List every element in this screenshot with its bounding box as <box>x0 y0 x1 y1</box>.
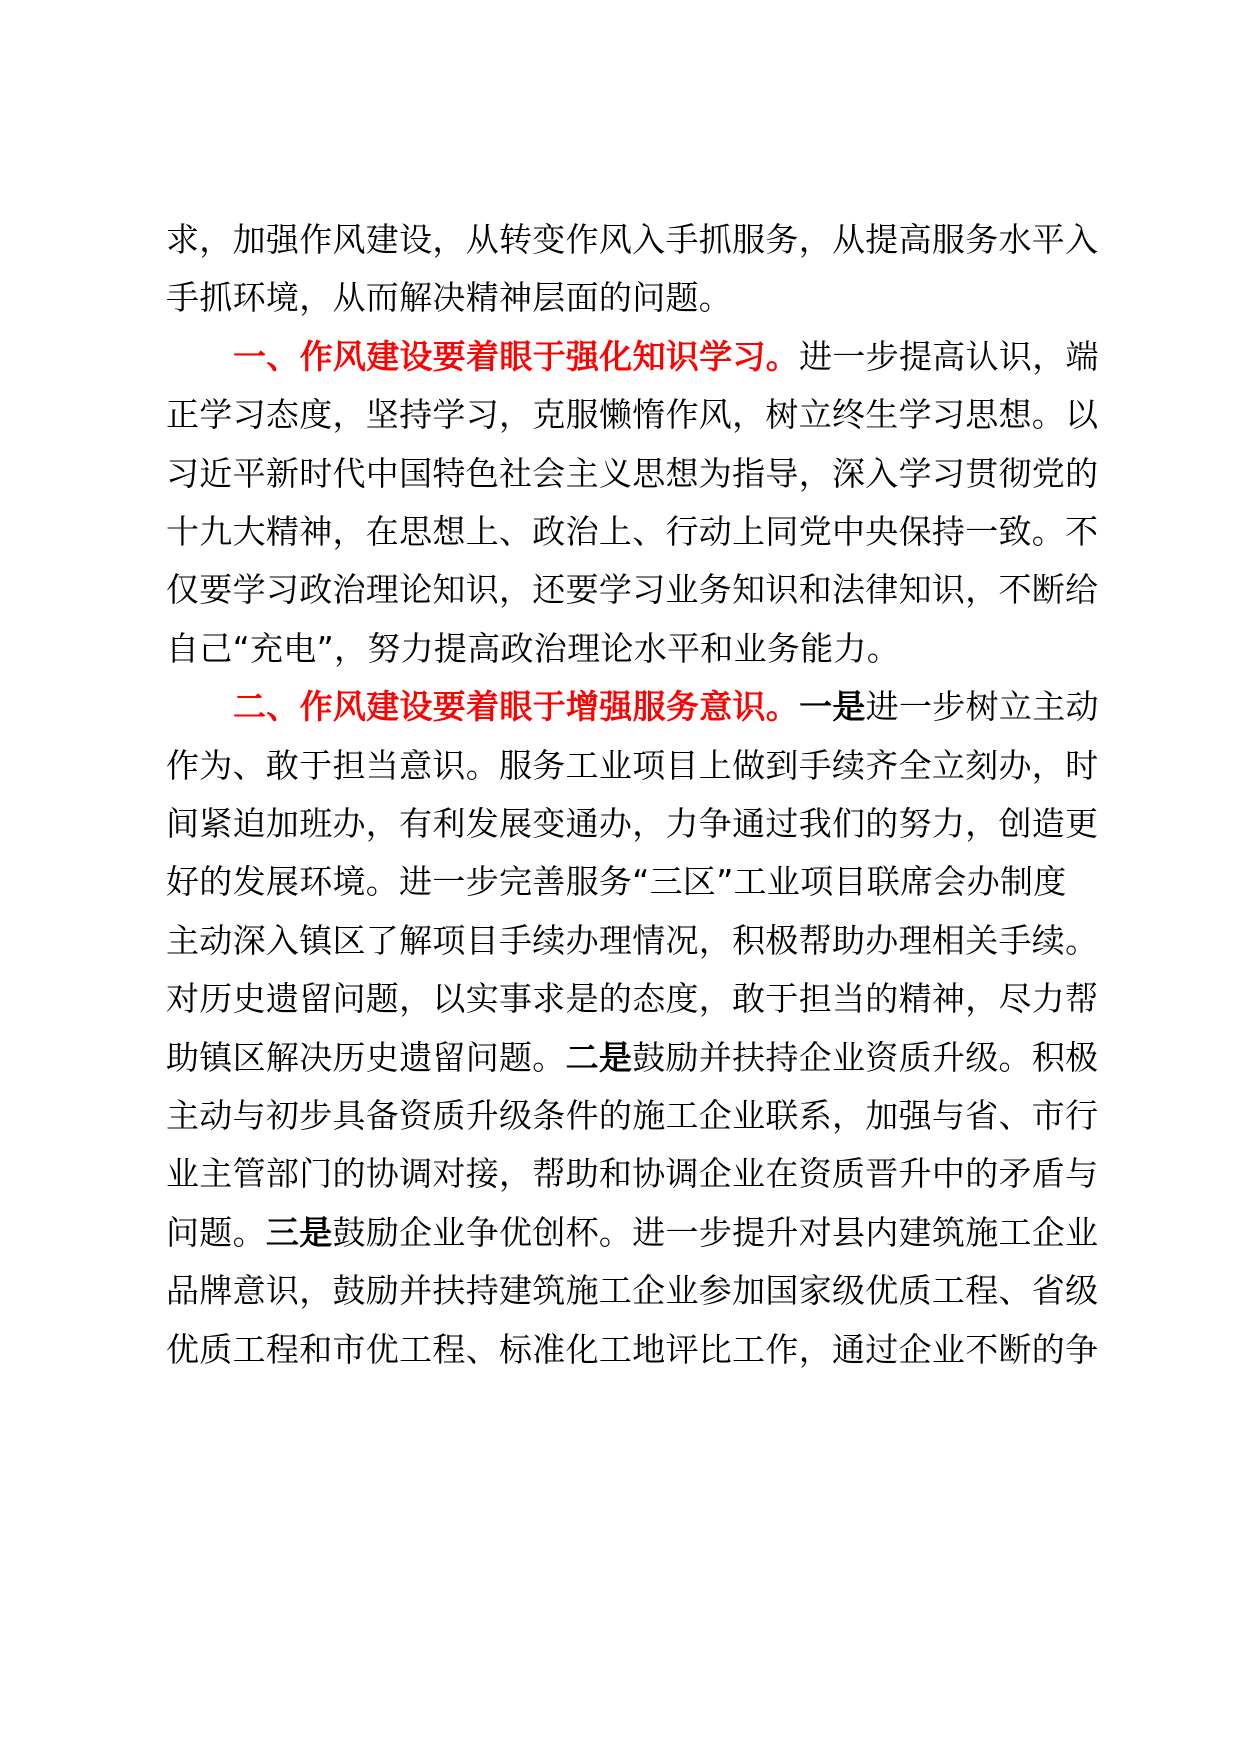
body-text: 间紧迫加班办，有利发展变通办，力争通过我们的努力，创造更 <box>166 804 1099 843</box>
text-line <box>166 617 1096 681</box>
section-heading: 二、作风建设要着眼于增强服务意识。 <box>233 687 800 727</box>
text-line <box>166 1259 1099 1323</box>
text-line <box>166 442 1099 506</box>
text-line <box>166 383 1099 447</box>
body-text: 鼓励企业争优创杯。进一步提升对县内建筑施工企业 <box>332 1212 1099 1252</box>
text-line <box>166 208 1099 272</box>
text-line <box>233 675 1099 739</box>
bold-marker: 一是 <box>799 687 866 727</box>
body-text: 对历史遗留问题，以实事求是的态度，敢于担当的精神，尽力帮 <box>166 979 1099 1019</box>
body-text: 自己“充电”，努力提高政治理论水平和业务能力。 <box>166 628 901 668</box>
text-line <box>166 909 1099 973</box>
text-line <box>166 1142 1099 1206</box>
text-line <box>233 325 1099 389</box>
body-text: 求，加强作风建设，从转变作风入手抓服务，从提高服务水平入 <box>166 220 1099 259</box>
body-text: 作为、敢于担当意识。服务工业项目上做到手续齐全立刻办，时 <box>166 745 1099 785</box>
text-line <box>166 1026 1099 1090</box>
body-text: 业主管部门的协调对接，帮助和协调企业在资质晋升中的矛盾与 <box>166 1154 1099 1194</box>
body-text: 主动深入镇区了解项目手续办理情况，积极帮助办理相关手续。 <box>166 920 1099 960</box>
body-text: 十九大精神，在思想上、政治上、行动上同党中央保持一致。不 <box>166 512 1099 551</box>
body-text: 主动与初步具备资质升级条件的施工企业联系，加强与省、市行 <box>166 1096 1099 1135</box>
text-line <box>166 967 1099 1031</box>
body-text: 好的发展环境。进一步完善服务“三区”工业项目联席会办制度 <box>166 862 1067 902</box>
text-line <box>166 500 1099 564</box>
text-line <box>166 850 1096 914</box>
body-text: 习近平新时代中国特色社会主义思想为指导，深入学习贯彻党的 <box>166 453 1099 493</box>
text-line <box>166 1084 1099 1148</box>
body-text: 鼓励并扶持企业资质升级。积极 <box>632 1037 1099 1077</box>
body-text: 仅要学习政治理论知识，还要学习业务知识和法律知识，不断给 <box>166 570 1099 610</box>
body-text: 手抓环境，从而解决精神层面的问题。 <box>166 278 733 318</box>
body-text: 优质工程和市优工程、标准化工地评比工作，通过企业不断的争 <box>166 1329 1099 1369</box>
text-line <box>166 266 1096 330</box>
text-line <box>166 558 1099 622</box>
bold-marker: 三是 <box>265 1212 333 1252</box>
body-text: 进一步提高认识，端 <box>799 336 1099 376</box>
body-text: 品牌意识，鼓励并扶持建筑施工企业参加国家级优质工程、省级 <box>166 1271 1099 1311</box>
text-line <box>166 1318 1099 1382</box>
text-line <box>166 734 1099 798</box>
text-line <box>166 1201 1099 1265</box>
bold-marker: 二是 <box>565 1037 633 1077</box>
text-line <box>166 792 1099 856</box>
body-text: 问题。 <box>166 1212 266 1252</box>
section-heading: 一、作风建设要着眼于强化知识学习。 <box>233 336 800 376</box>
body-text: 助镇区解决历史遗留问题。 <box>166 1037 566 1077</box>
body-text: 正学习态度，坚持学习，克服懒惰作风，树立终生学习思想。以 <box>166 395 1099 435</box>
body-text: 进一步树立主动 <box>865 687 1099 727</box>
